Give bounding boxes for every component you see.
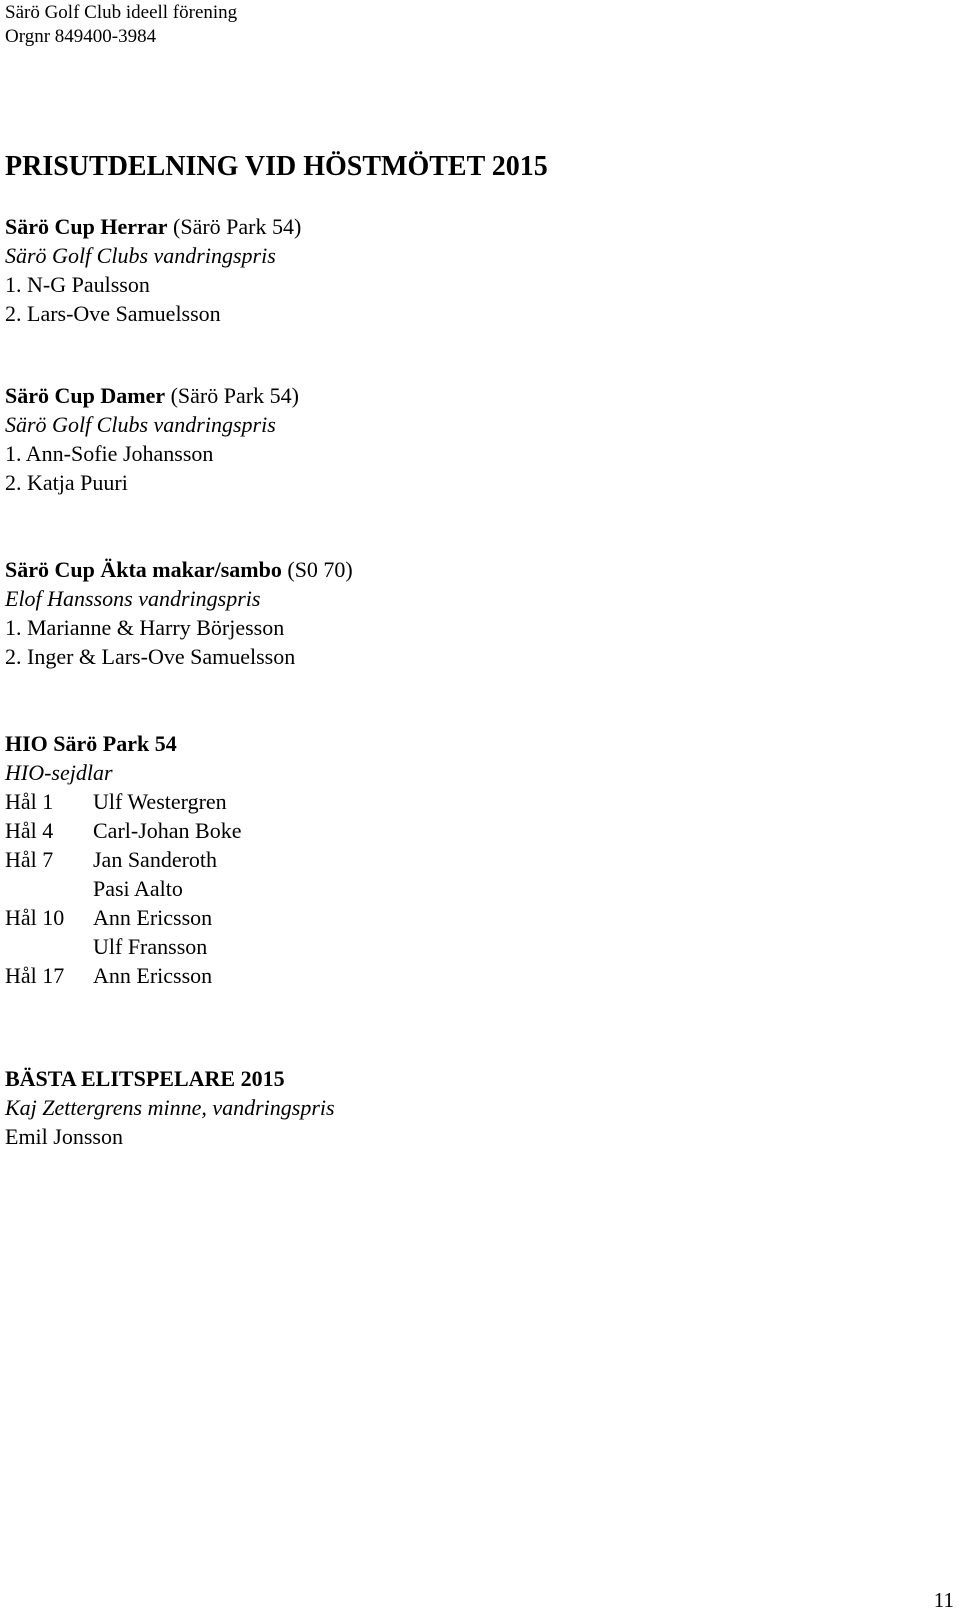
hio-row [5,903,241,932]
prize-name: Särö Golf Clubs vandringspris [5,243,276,268]
hole-label: Hål 10 [5,905,65,930]
player-name: Ann Ericsson [93,905,213,930]
result-line: 1. N-G Paulsson [5,272,150,297]
section-heading [5,381,299,410]
prize-name: Särö Golf Clubs vandringspris [5,412,276,437]
result-line: 2. Inger & Lars-Ove Samuelsson [5,644,296,669]
section-name: Särö Cup Herrar [5,214,168,239]
section-name: Särö Cup Äkta makar/sambo [5,557,282,582]
section-hio [5,729,241,990]
section-detail: (Särö Park 54) [167,214,302,239]
prize-name: HIO-sejdlar [5,760,113,785]
hole-label: Hål 4 [5,818,54,843]
hole-label: Hål 7 [5,847,54,872]
player-name: Ulf Fransson [93,934,208,959]
result-line: 2. Lars-Ove Samuelsson [5,301,221,326]
hole-label: Hål 1 [5,789,54,814]
section-name: BÄSTA ELITSPELARE 2015 [5,1066,285,1091]
hio-row [5,932,241,961]
hio-row [5,816,241,845]
hole-label: Hål 17 [5,963,65,988]
section-elitspelare [5,1064,335,1151]
org-name: Särö Golf Club ideell förening [5,2,238,23]
prize-name: Kaj Zettergrens minne, vandringspris [5,1095,335,1120]
player-name: Ann Ericsson [93,963,213,988]
page-title: PRISUTDELNING VID HÖSTMÖTET 2015 [5,151,548,182]
hio-row [5,874,241,903]
result-line: 1. Ann-Sofie Johansson [5,441,214,466]
hio-row [5,787,241,816]
winner-name: Emil Jonsson [5,1124,123,1149]
section-heading [5,555,353,584]
section-detail: (S0 70) [281,557,353,582]
section-name: HIO Särö Park 54 [5,731,177,756]
section-damer [5,381,299,497]
player-name: Pasi Aalto [93,876,183,901]
page-number: 11 [933,1588,954,1612]
prize-name: Elof Hanssons vandringspris [5,586,261,611]
result-line: 2. Katja Puuri [5,470,128,495]
player-name: Carl-Johan Boke [93,818,242,843]
player-name: Jan Sanderoth [93,847,218,872]
hio-row [5,845,241,874]
result-line: 1. Marianne & Harry Börjesson [5,615,285,640]
section-heading [5,212,301,241]
section-name: Särö Cup Damer [5,383,166,408]
section-detail: (Särö Park 54) [165,383,299,408]
section-herrar [5,212,301,328]
player-name: Ulf Westergren [93,789,227,814]
section-akta-makar [5,555,353,671]
hio-row [5,961,241,990]
org-number: Orgnr 849400-3984 [5,26,157,47]
